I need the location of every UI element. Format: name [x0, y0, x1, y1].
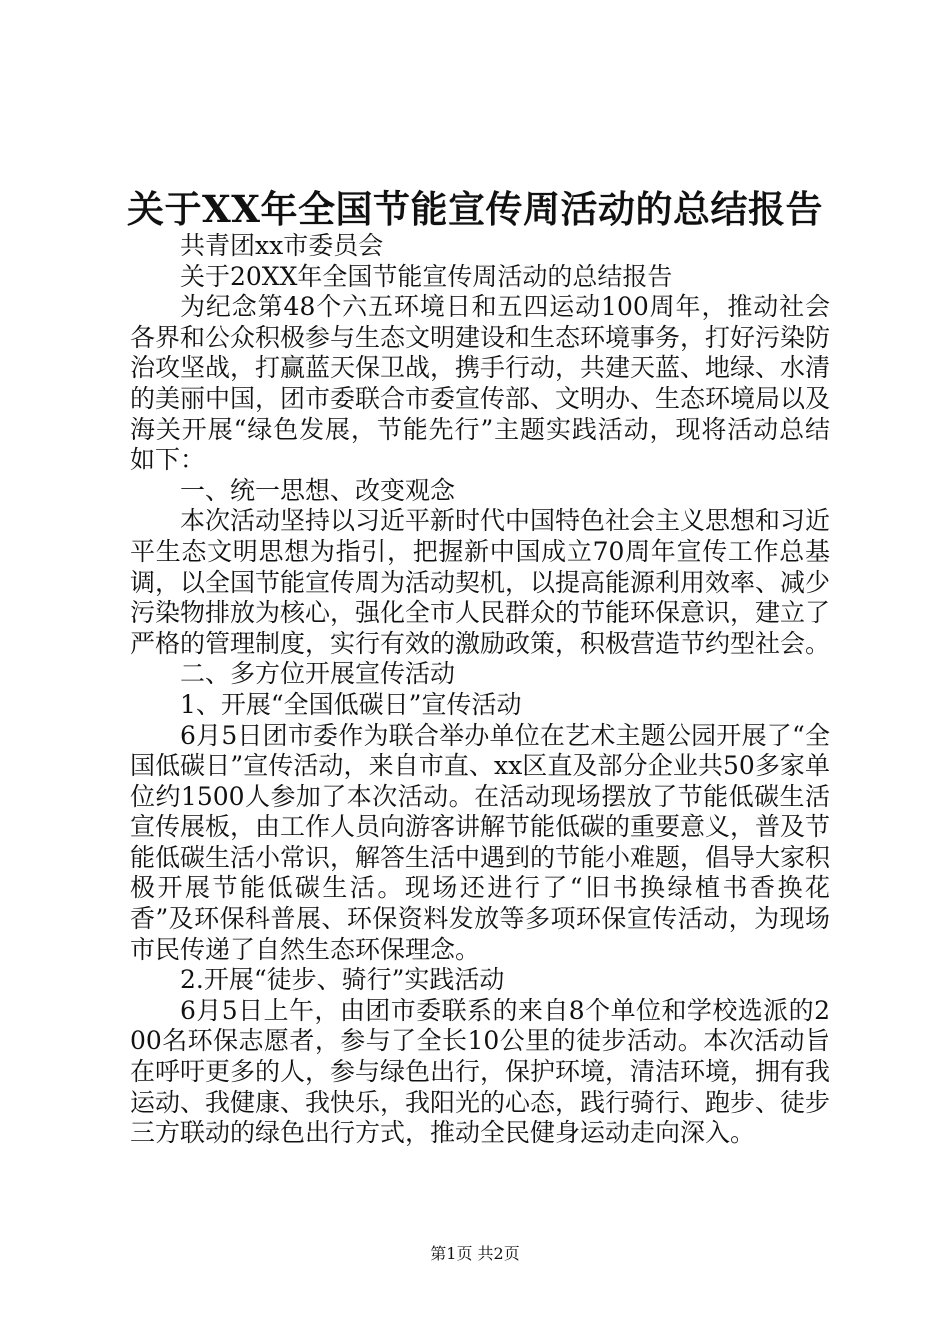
- document-title: 关于XX年全国节能宣传周活动的总结报告: [127, 187, 823, 231]
- subsection-1-paragraph: 6月5日团市委作为联合举办单位在艺术主题公园开展了“全国低碳日”宣传活动，来自市直、xx区直及部分企业共50多家单位约1500人参加了本次活动。在活动现场摆放了节能低碳生活宣传展板，由工作人员向游客讲解节能低碳的重要意义，普及节能低碳生活小常识，解答生活中遇到的节能小难题，倡导大家积极开展节能低碳生活。现场还进行了“旧书换绿植书香换花香”及环保科普展、环保资料发放等多项环保宣传活动，为现场市民传递了自然生态环保理念。: [130, 720, 831, 964]
- subsection-2-paragraph: 6月5日上午，由团市委联系的来自8个单位和学校选派的200名环保志愿者，参与了全长10公里的徒步活动。本次活动旨在呼吁更多的人，参与绿色出行，保护环境，清洁环境，拥有我运动、我健康、我快乐，我阳光的心态，践行骑行、跑步、徒步三方联动的绿色出行方式，推动全民健身运动走向深入。: [130, 995, 831, 1148]
- intro-paragraph: 为纪念第48个六五环境日和五四运动100周年，推动社会各界和公众积极参与生态文明建设和生态环境事务，打好污染防治攻坚战，打赢蓝天保卫战，携手行动，共建天蓝、地绿、水清的美丽中国，团市委联合市委宣传部、文明办、生态环境局以及海关开展“绿色发展，节能先行”主题实践活动，现将活动总结如下：: [130, 292, 831, 475]
- section-heading-2: 二、多方位开展宣传活动: [180, 659, 456, 689]
- section-heading-1: 一、统一思想、改变观念: [180, 475, 456, 505]
- section-1-paragraph: 本次活动坚持以习近平新时代中国特色社会主义思想和习近平生态文明思想为指引，把握新中国成立70周年宣传工作总基调，以全国节能宣传周为活动契机，以提高能源利用效率、减少污染物排放为核心，强化全市人民群众的节能环保意识，建立了严格的管理制度，实行有效的激励政策，积极营造节约型社会。: [130, 506, 831, 658]
- subsection-heading-1: 1、开展“全国低碳日”宣传活动: [180, 689, 522, 719]
- report-subtitle: 关于20XX年全国节能宣传周活动的总结报告: [180, 261, 673, 291]
- page-number-footer: 第1页 共2页: [430, 1244, 520, 1263]
- issuer-line: 共青团xx市委员会: [180, 231, 384, 260]
- document-body: [130, 231, 830, 1149]
- subsection-heading-2: 2.开展“徒步、骑行”实践活动: [180, 965, 505, 995]
